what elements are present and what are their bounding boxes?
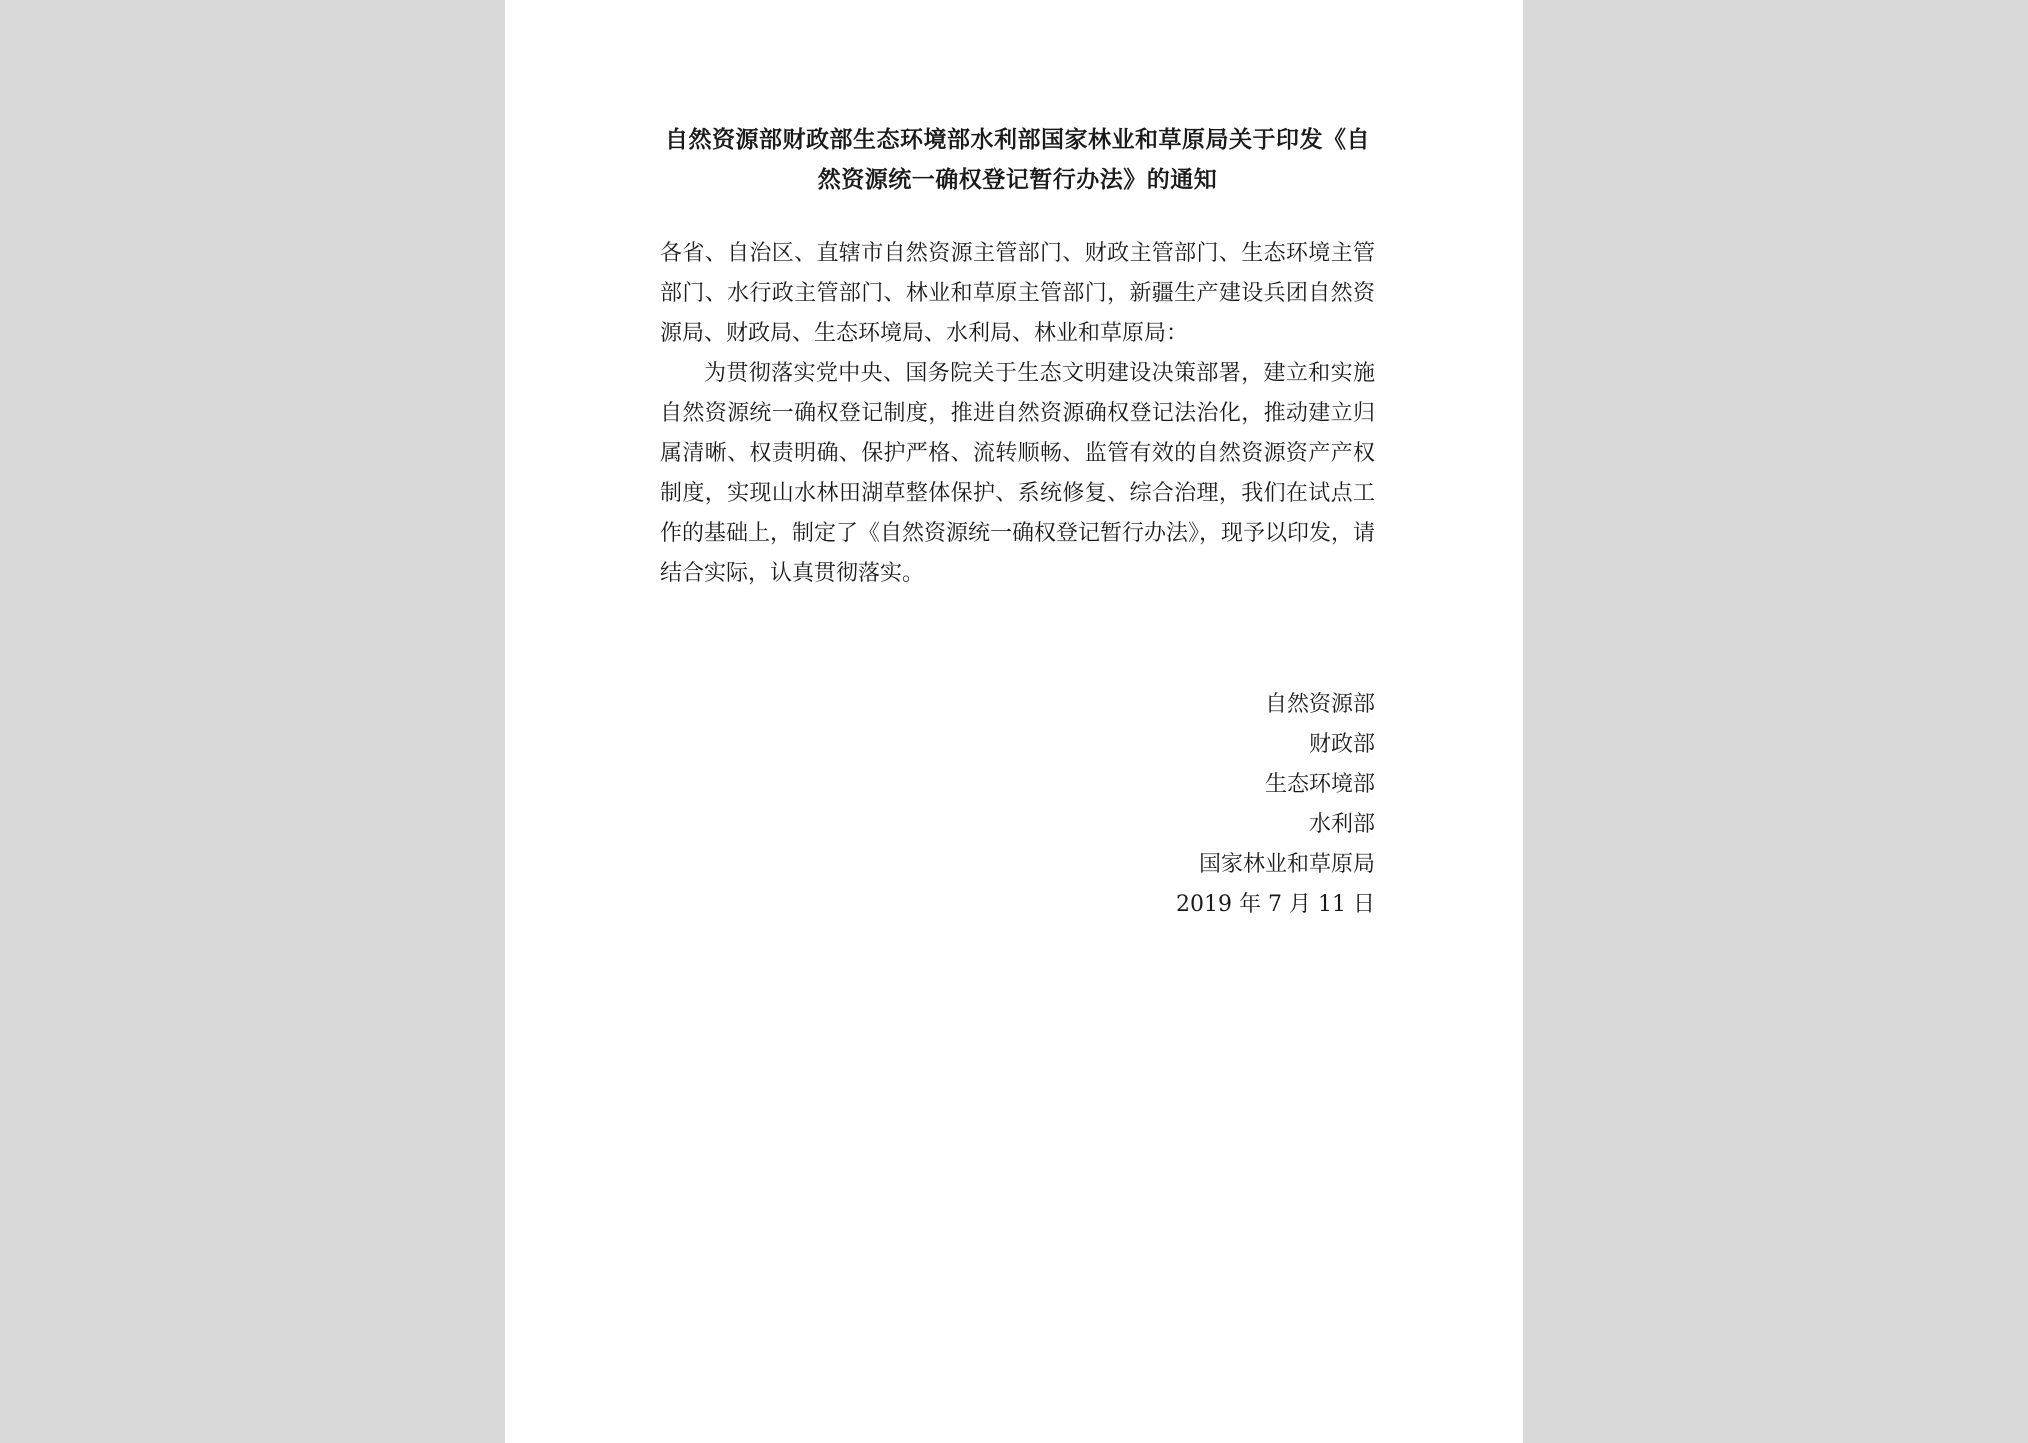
document-title: 自然资源部财政部生态环境部水利部国家林业和草原局关于印发《自然资源统一确权登记暂行办法》的通知 bbox=[665, 127, 1370, 193]
signatory-forestry-grassland: 国家林业和草原局 bbox=[1198, 852, 1375, 877]
page-content bbox=[660, 120, 1376, 917]
document-date: 2019 年 7 月 11 日 bbox=[1176, 892, 1375, 917]
signatory-water-resources: 水利部 bbox=[1308, 812, 1375, 837]
signatory-finance: 财政部 bbox=[1308, 732, 1375, 757]
salutation: 各省、自治区、直辖市自然资源主管部门、财政主管部门、生态环境主管部门、水行政主管部门、林业和草原主管部门，新疆生产建设兵团自然资源局、财政局、生态环境局、水利局、林业和草原局： bbox=[660, 241, 1375, 346]
signatory-ecology-environment: 生态环境部 bbox=[1264, 772, 1375, 797]
document-page bbox=[505, 0, 1523, 1443]
signatory-natural-resources: 自然资源部 bbox=[1264, 692, 1375, 717]
signature-block bbox=[975, 685, 1375, 925]
body-paragraph: 为贯彻落实党中央、国务院关于生态文明建设决策部署，建立和实施自然资源统一确权登记制度，推进自然资源确权登记法治化，推动建立归属清晰、权责明确、保护严格、流转顺畅、监管有效的自然资源资产产权制度，实现山水林田湖草整体保护、系统修复、综合治理，我们在试点工作的基础上，制定了《自然资源统一确权登记暂行办法》，现予以印发，请结合实际，认真贯彻落实。 bbox=[660, 361, 1376, 586]
